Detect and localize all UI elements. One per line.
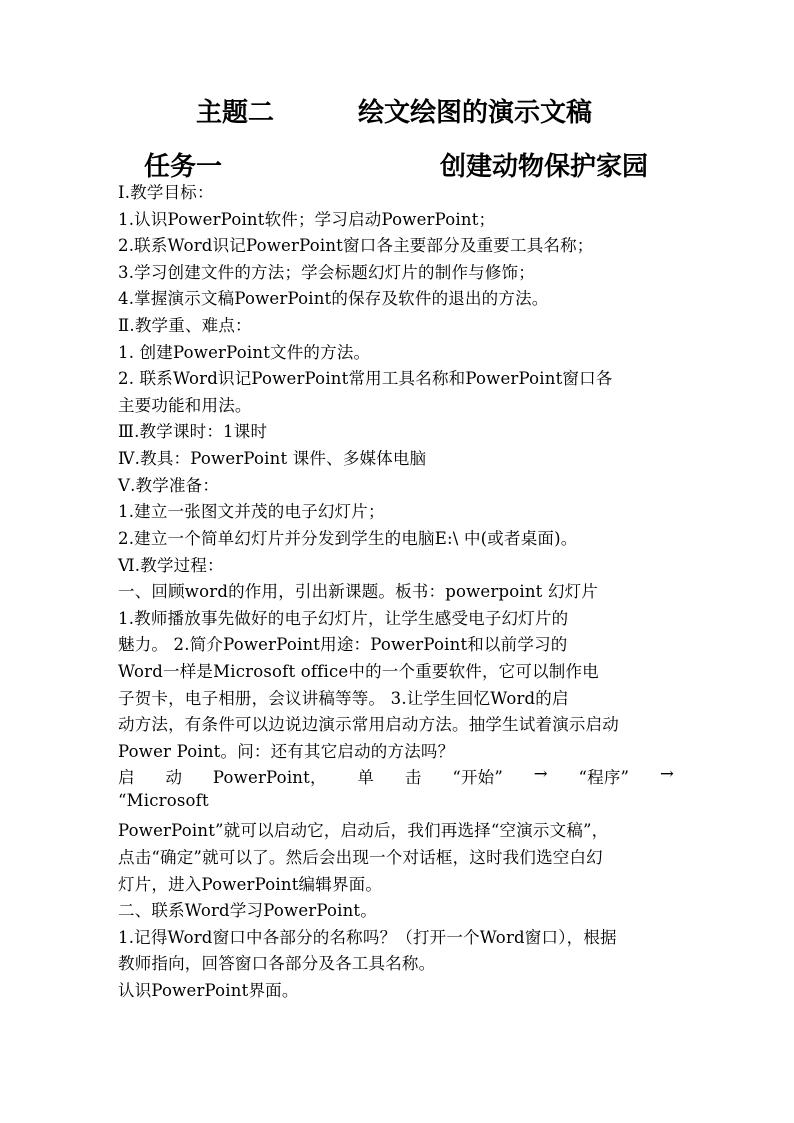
process-paragraph-line: 动方法，有条件可以边说边演示常用启动方法。抽学生试着演示启动 [118,715,619,734]
section-objectives-heading: Ⅰ.教学目标： [118,183,214,202]
objective-4: 4.掌握演示文稿PowerPoint的保存及软件的退出的方法。 [118,289,549,308]
process-paragraph-line: 魅力。 2.简介PowerPoint用途：PowerPoint和以前学习的 [118,635,568,654]
process-paragraph-line: 点击“确定”就可以了。然后会出现一个对话框，这时我们选空白幻 [118,848,603,867]
keypoint-1: 1. 创建PowerPoint文件的方法。 [118,343,371,362]
process-step-2-heading: 二、联系Word学习PowerPoint。 [118,901,377,920]
process-paragraph-line: 子贺卡，电子相册，会议讲稿等等。 3.让学生回忆Word的启 [118,689,569,708]
process-paragraph-line: Power Point。问：还有其它启动的方法吗？ [118,742,455,761]
task-title: 创建动物保护家园 [440,152,649,182]
word-token: 击 [404,768,422,787]
word-token: “开始” [452,768,503,787]
objective-1: 1.认识PowerPoint软件；学习启动PowerPoint； [118,210,496,229]
keypoint-2: 2. 联系Word识记PowerPoint常用工具名称和PowerPoint窗口各 [118,369,613,388]
word-token: PowerPoint， [212,768,327,787]
section-hours: Ⅲ.教学课时：1课时 [118,422,268,441]
process-paragraph-line: 灯片，进入PowerPoint编辑界面。 [118,875,383,894]
section-process-heading: Ⅵ.教学过程： [118,556,224,575]
prep-2: 2.建立一个简单幻灯片并分发到学生的电脑E:\ 中(或者桌面)。 [118,529,578,548]
word-token: “程序” [578,768,630,787]
word-token: 动 [165,768,183,787]
objective-2: 2.联系Word识记PowerPoint窗口各主要部分及重要工具名称； [118,236,594,255]
process-step-1: 一、回顾word的作用，引出新课题。板书：powerpoint 幻灯片 [118,582,599,601]
section-tools: Ⅳ.教具：PowerPoint 课件、多媒体电脑 [118,449,427,468]
topic-title: 绘文绘图的演示文稿 [358,98,593,128]
process-paragraph-line: “Microsoft [118,791,209,810]
topic-label: 主题二 [196,98,275,128]
process-paragraph-line: 认识PowerPoint界面。 [118,981,299,1000]
process-paragraph-line: 教师指向，回答窗口各部分及各工具名称。 [118,954,436,973]
process-paragraph-line: 1.教师播放事先做好的电子幻灯片，让学生感受电子幻灯片的 [118,609,569,628]
task-label: 任务一 [144,152,223,182]
startup-instruction-line [118,764,674,788]
prep-1: 1.建立一张图文并茂的电子幻灯片； [118,502,385,521]
process-paragraph-line: 1.记得Word窗口中各部分的名称吗？（打开一个Word窗口），根据 [118,928,617,947]
word-token: 启 [118,768,135,787]
word-token: 单 [357,768,375,787]
section-keypoints-heading: Ⅱ.教学重、难点： [118,316,252,335]
section-prep-heading: Ⅴ.教学准备： [118,476,220,495]
process-paragraph-line: PowerPoint”就可以启动它，启动后，我们再选择“空演示文稿”， [118,821,609,840]
keypoint-2-cont: 主要功能和用法。 [118,396,252,415]
process-paragraph-line: Word一样是Microsoft office中的一个重要软件，它可以制作电 [118,662,599,681]
objective-3: 3.学习创建文件的方法；学会标题幻灯片的制作与修饰； [118,263,535,282]
arrow-token: → [533,764,548,783]
arrow-token: → [659,764,674,783]
